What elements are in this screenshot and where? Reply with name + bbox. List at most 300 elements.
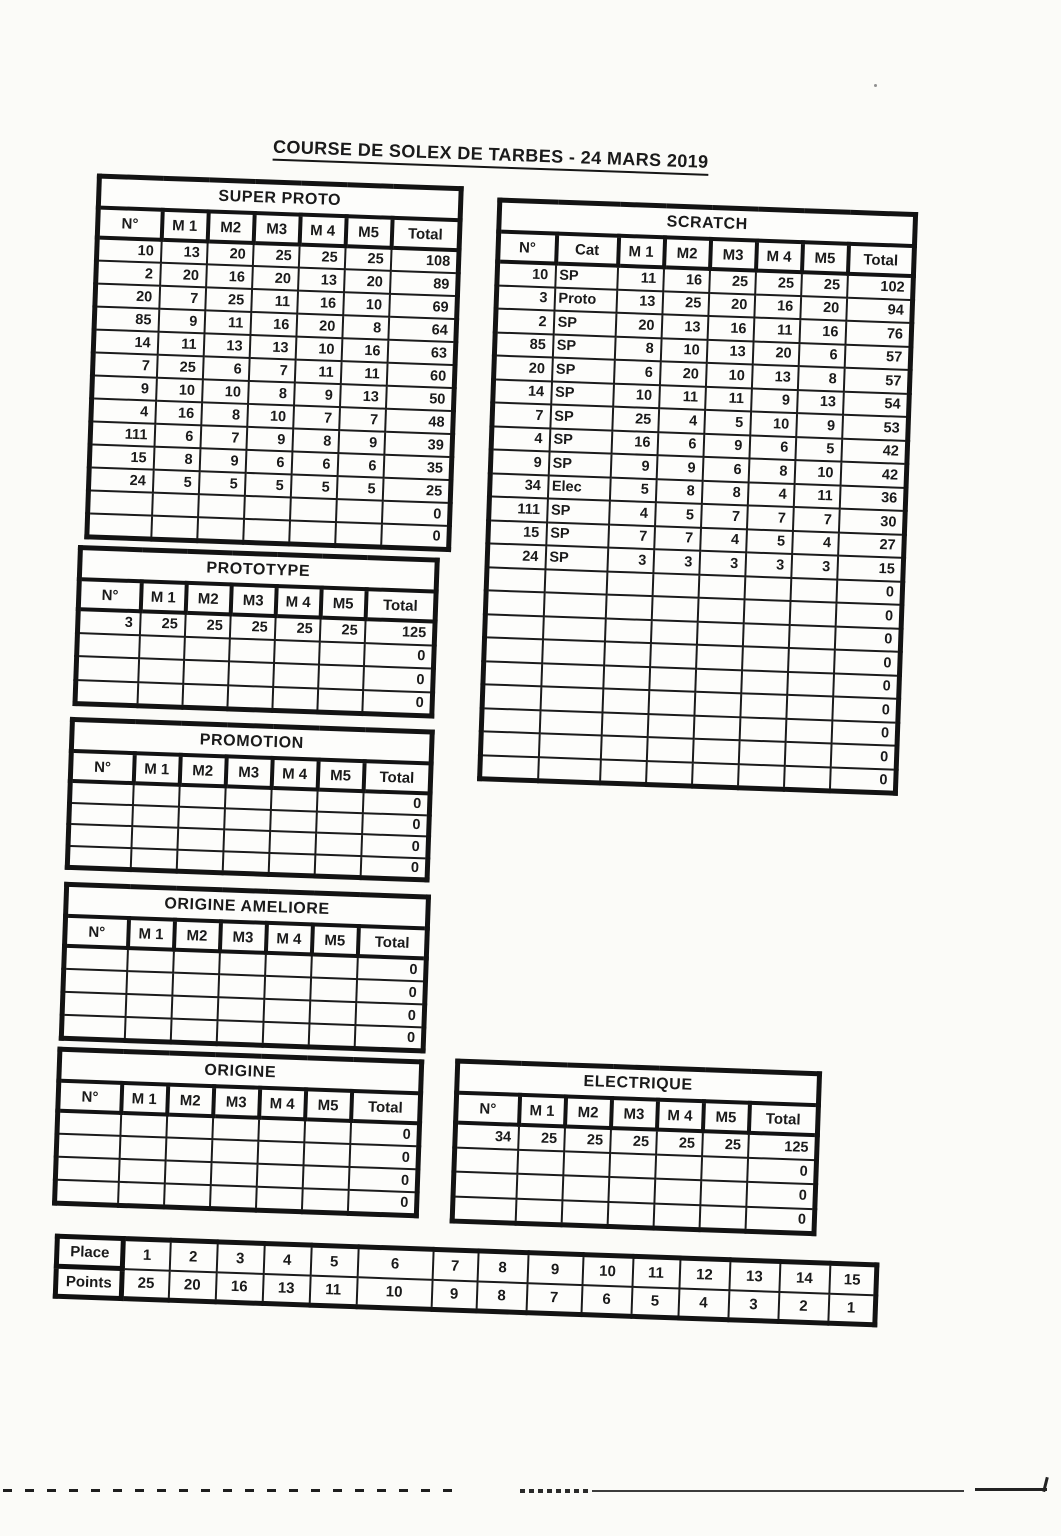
- column-header: N°: [97, 208, 162, 240]
- table-cell: [693, 715, 740, 740]
- points-cell: 7: [526, 1283, 582, 1315]
- table-cell: [166, 1114, 213, 1139]
- points-cell: 8: [477, 1251, 528, 1283]
- table-cell: [314, 854, 361, 877]
- table-cell: 11: [705, 386, 752, 411]
- table-cell: [67, 845, 131, 869]
- table-cell: [270, 809, 317, 832]
- table-cell: 13: [751, 364, 798, 389]
- table-cell: 0: [363, 643, 434, 669]
- table-cell: 25: [612, 407, 659, 432]
- table-cell: [480, 731, 539, 757]
- table-cell: [309, 1000, 356, 1025]
- table-cell: [515, 1198, 562, 1224]
- table-cell: [308, 1023, 355, 1048]
- table-cell: 5: [198, 471, 245, 496]
- table-cell: [163, 1183, 210, 1208]
- table-cell: [126, 971, 173, 996]
- table-cell: 16: [663, 267, 710, 292]
- table-cell: 25: [709, 269, 756, 294]
- table-cell: 8: [797, 366, 844, 391]
- column-header: M5: [801, 242, 848, 274]
- column-header: M 4: [756, 241, 803, 273]
- points-row-label: Points: [55, 1266, 122, 1298]
- table-cell: 42: [841, 438, 908, 464]
- table-cell: 25: [656, 1130, 703, 1156]
- table-cell: [127, 948, 174, 973]
- table-cell: 8: [614, 336, 661, 361]
- table-cell: 13: [797, 390, 844, 415]
- table-cell: [454, 1147, 518, 1174]
- table-cell: [603, 665, 650, 690]
- table-cell: [783, 765, 830, 790]
- points-cell: 15: [829, 1263, 877, 1295]
- table-cell: [604, 618, 651, 643]
- table-cell: [262, 1022, 309, 1047]
- table-title: PROTOTYPE: [79, 548, 437, 592]
- table-cell: [600, 759, 647, 784]
- table-cell: 9: [199, 448, 246, 473]
- table-cell: 9: [246, 427, 293, 452]
- scan-artifact-line: [3, 1489, 458, 1492]
- table-cell: SP: [546, 522, 609, 548]
- results-table: [52, 1047, 424, 1218]
- column-header: M3: [253, 213, 300, 245]
- table-cell: 63: [387, 340, 456, 365]
- table-cell: [217, 997, 264, 1022]
- points-row-label: Place: [56, 1236, 123, 1268]
- table-cell: 0: [833, 673, 900, 699]
- table-cell: 4: [700, 527, 747, 552]
- table-cell: 11: [157, 332, 204, 357]
- column-header: Total: [748, 1103, 818, 1135]
- table-cell: 7: [492, 402, 551, 428]
- table-cell: [485, 614, 544, 640]
- table-cell: [55, 1157, 119, 1182]
- points-cell: 5: [631, 1286, 679, 1318]
- table-cell: [120, 1113, 167, 1138]
- table-cell: [453, 1172, 517, 1199]
- table-cell: 3: [745, 552, 792, 577]
- table-cell: [483, 661, 542, 687]
- table-cell: 0: [349, 1144, 419, 1169]
- column-header: M 1: [618, 236, 665, 268]
- table-cell: 20: [708, 292, 755, 317]
- results-table: [477, 197, 918, 795]
- table-cell: [137, 682, 183, 707]
- table-cell: 3: [653, 549, 700, 574]
- column-header: M 1: [121, 1083, 168, 1115]
- table-cell: 0: [356, 979, 426, 1004]
- table-cell: 8: [292, 428, 339, 453]
- table-cell: [302, 1165, 349, 1190]
- table-cell: 10: [750, 411, 797, 436]
- table-cell: 0: [830, 743, 897, 769]
- column-header: M 4: [275, 586, 321, 618]
- table-cell: [164, 1160, 211, 1185]
- points-cell: 9: [431, 1279, 477, 1311]
- table-cell: 0: [355, 1002, 425, 1027]
- table-cell: [517, 1149, 564, 1175]
- table-title: SCRATCH: [499, 200, 916, 246]
- table-cell: 11: [294, 360, 341, 385]
- table-cell: [654, 1179, 701, 1205]
- table-cell: 9: [656, 455, 703, 480]
- table-cell: 89: [389, 271, 458, 296]
- results-table: [72, 545, 439, 718]
- results-table: [65, 717, 435, 882]
- table-cell: [315, 833, 362, 856]
- table-cell: [650, 620, 697, 645]
- table-cell: [88, 490, 153, 515]
- promotion-table: [65, 717, 430, 882]
- table-cell: [311, 954, 358, 979]
- points-cell: 13: [729, 1260, 780, 1292]
- column-header: Total: [391, 218, 460, 250]
- table-cell: 16: [707, 316, 754, 341]
- super-proto-table: [84, 173, 459, 551]
- table-cell: [605, 595, 652, 620]
- table-cell: 6: [749, 435, 796, 460]
- table-cell: 6: [202, 356, 249, 381]
- table-cell: 4: [658, 408, 705, 433]
- page-title: COURSE DE SOLEX DE TARBES - 24 MARS 2019: [273, 137, 709, 176]
- points-scale-table: [53, 1234, 875, 1328]
- table-cell: SP: [551, 381, 614, 407]
- table-cell: [699, 1205, 746, 1231]
- table-cell: [652, 573, 699, 598]
- table-cell: [480, 755, 539, 781]
- table-cell: 20: [344, 269, 391, 294]
- table-cell: [64, 946, 128, 971]
- table-cell: 39: [384, 432, 453, 457]
- table-cell: 6: [798, 343, 845, 368]
- table-cell: 102: [847, 274, 914, 300]
- points-cell: 3: [728, 1290, 779, 1322]
- table-cell: 35: [383, 455, 452, 480]
- table-cell: 20: [615, 313, 662, 338]
- origine-table: [52, 1047, 419, 1218]
- table-cell: 9: [92, 375, 157, 400]
- table-cell: [484, 637, 543, 663]
- table-cell: 20: [752, 341, 799, 366]
- table-cell: 25: [184, 613, 230, 638]
- table-cell: [256, 1164, 303, 1189]
- table-cell: 6: [291, 451, 338, 476]
- table-cell: [138, 658, 184, 683]
- table-title: ORIGINE: [59, 1049, 422, 1093]
- table-cell: 5: [290, 474, 337, 499]
- table-cell: 0: [357, 956, 427, 981]
- column-header: M 4: [259, 1088, 306, 1120]
- table-cell: 7: [792, 507, 839, 532]
- points-cell: 2: [778, 1291, 829, 1323]
- table-cell: 7: [746, 505, 793, 530]
- table-cell: 25: [564, 1126, 611, 1152]
- table-cell: 20: [296, 314, 343, 339]
- table-cell: 36: [839, 485, 906, 511]
- table-cell: 7: [654, 526, 701, 551]
- table-cell: 13: [160, 240, 207, 265]
- table-cell: [87, 513, 152, 538]
- table-cell: [182, 683, 228, 708]
- column-header: M2: [179, 755, 226, 787]
- table-cell: 7: [200, 425, 247, 450]
- table-cell: [538, 733, 601, 759]
- table-cell: [696, 645, 743, 670]
- table-cell: [317, 688, 363, 713]
- table-cell: 4: [609, 501, 656, 526]
- column-header: M2: [173, 920, 220, 952]
- table-cell: [647, 714, 694, 739]
- column-header: M2: [167, 1085, 214, 1117]
- table-cell: 11: [251, 289, 298, 314]
- table-cell: [171, 996, 218, 1021]
- table-cell: 20: [800, 296, 847, 321]
- column-header: M5: [320, 588, 366, 620]
- table-cell: 53: [842, 415, 909, 441]
- column-header: M2: [565, 1096, 612, 1128]
- table-cell: [742, 623, 789, 648]
- points-cell: 10: [356, 1277, 432, 1310]
- table-cell: 54: [843, 391, 910, 417]
- table-cell: Proto: [554, 287, 617, 313]
- table-cell: 8: [248, 381, 295, 406]
- table-cell: 0: [381, 501, 450, 526]
- table-title: SUPER PROTO: [98, 176, 461, 220]
- table-cell: [692, 739, 739, 764]
- table-cell: 13: [298, 268, 345, 293]
- table-cell: 57: [844, 344, 911, 370]
- column-header: Total: [365, 589, 436, 621]
- table-cell: [741, 670, 788, 695]
- table-cell: 7: [92, 352, 157, 377]
- column-header: M3: [213, 1086, 260, 1118]
- table-cell: [176, 849, 223, 872]
- table-cell: [61, 1015, 125, 1040]
- column-header: N°: [70, 751, 134, 783]
- table-cell: 125: [364, 619, 435, 645]
- table-cell: [244, 496, 291, 521]
- table-cell: [133, 783, 180, 806]
- table-cell: 3: [791, 554, 838, 579]
- table-cell: 8: [342, 315, 389, 340]
- scan-artifact-line: [520, 1489, 588, 1493]
- table-cell: [740, 693, 787, 718]
- table-cell: [224, 808, 271, 831]
- points-cell: 8: [476, 1281, 527, 1313]
- table-cell: 6: [657, 432, 704, 457]
- table-cell: [788, 624, 835, 649]
- table-cell: 25: [229, 614, 275, 639]
- table-cell: [224, 786, 271, 809]
- table-cell: [183, 660, 229, 685]
- table-cell: 4: [747, 482, 794, 507]
- points-cell: 11: [632, 1256, 680, 1288]
- table-cell: 30: [838, 509, 905, 535]
- table-cell: 6: [702, 457, 749, 482]
- table-cell: 6: [337, 453, 384, 478]
- table-cell: [482, 684, 541, 710]
- table-cell: [602, 688, 649, 713]
- column-header: M3: [611, 1098, 658, 1130]
- points-cell: 1: [828, 1293, 876, 1325]
- table-cell: [264, 976, 311, 1001]
- table-cell: 125: [748, 1133, 818, 1160]
- column-header: M 1: [519, 1095, 566, 1127]
- table-cell: [335, 499, 382, 524]
- table-cell: 5: [795, 437, 842, 462]
- table-cell: 0: [362, 791, 430, 815]
- table-cell: [178, 806, 225, 829]
- table-cell: [310, 977, 357, 1002]
- table-cell: 10: [156, 378, 203, 403]
- table-cell: 27: [838, 532, 905, 558]
- table-cell: [742, 646, 789, 671]
- column-header: M 4: [271, 758, 318, 790]
- table-cell: 20: [252, 266, 299, 291]
- table-cell: 3: [607, 548, 654, 573]
- table-cell: 7: [293, 405, 340, 430]
- table-cell: [178, 785, 225, 808]
- table-cell: [227, 685, 273, 710]
- table-cell: 14: [493, 379, 552, 405]
- table-cell: 16: [297, 291, 344, 316]
- table-cell: 10: [96, 238, 161, 263]
- table-cell: [209, 1185, 256, 1210]
- table-cell: 15: [488, 520, 547, 546]
- table-cell: 20: [95, 284, 160, 309]
- points-cell: 9: [527, 1253, 583, 1285]
- table-cell: 8: [655, 479, 702, 504]
- table-cell: 25: [518, 1125, 565, 1151]
- table-cell: [540, 686, 603, 712]
- column-header: M 4: [299, 215, 346, 247]
- table-cell: 108: [390, 248, 459, 273]
- table-cell: [601, 712, 648, 737]
- table-cell: 11: [340, 361, 387, 386]
- table-cell: 0: [362, 690, 433, 716]
- table-cell: [118, 1182, 165, 1207]
- table-cell: [222, 851, 269, 874]
- table-cell: 25: [382, 478, 451, 503]
- table-cell: [218, 974, 265, 999]
- table-cell: 9: [703, 433, 750, 458]
- table-cell: [211, 1139, 258, 1164]
- table-cell: [219, 951, 266, 976]
- table-cell: [173, 950, 220, 975]
- table-cell: 0: [834, 626, 901, 652]
- table-cell: [649, 667, 696, 692]
- table-cell: [481, 708, 540, 734]
- table-cell: [258, 1118, 305, 1143]
- table-cell: SP: [555, 264, 618, 290]
- table-cell: 11: [793, 484, 840, 509]
- table-cell: 9: [751, 388, 798, 413]
- table-cell: 0: [350, 1121, 420, 1146]
- table-cell: [255, 1187, 302, 1212]
- table-cell: 6: [245, 450, 292, 475]
- table-cell: 24: [487, 543, 546, 569]
- table-cell: SP: [549, 428, 612, 454]
- table-cell: 0: [354, 1025, 424, 1050]
- table-cell: 9: [610, 454, 657, 479]
- table-cell: [563, 1151, 610, 1177]
- table-cell: [172, 973, 219, 998]
- points-cell: 12: [679, 1258, 730, 1290]
- table-cell: 16: [155, 401, 202, 426]
- table-cell: [125, 994, 172, 1019]
- points-cell: 11: [309, 1275, 357, 1307]
- table-cell: 69: [389, 294, 458, 319]
- table-cell: [273, 663, 319, 688]
- table-cell: [124, 1017, 171, 1042]
- table-cell: 4: [91, 398, 156, 423]
- table-cell: [604, 641, 651, 666]
- column-header: M3: [230, 584, 276, 616]
- table-cell: [318, 665, 364, 690]
- table-cell: [303, 1142, 350, 1167]
- table-cell: 2: [96, 261, 161, 286]
- table-cell: 16: [799, 319, 846, 344]
- table-cell: 6: [154, 424, 201, 449]
- table-cell: SP: [553, 311, 616, 337]
- table-cell: [56, 1134, 120, 1159]
- table-cell: 111: [489, 496, 548, 522]
- table-cell: [68, 824, 132, 848]
- table-cell: [787, 671, 834, 696]
- table-cell: [700, 1180, 747, 1206]
- table-cell: [646, 737, 693, 762]
- table-cell: 0: [348, 1167, 418, 1192]
- table-cell: SP: [548, 451, 611, 477]
- table-cell: 25: [801, 272, 848, 297]
- table-cell: [119, 1136, 166, 1161]
- table-cell: 20: [160, 263, 207, 288]
- table-cell: 16: [341, 338, 388, 363]
- table-cell: 11: [617, 266, 664, 291]
- table-cell: 94: [846, 297, 913, 323]
- table-cell: 25: [205, 287, 252, 312]
- table-cell: [655, 1154, 702, 1180]
- table-cell: [486, 567, 545, 593]
- points-cell: 5: [310, 1245, 358, 1277]
- table-cell: [607, 1201, 654, 1227]
- table-cell: [600, 735, 647, 760]
- table-cell: [223, 829, 270, 852]
- column-header: M 1: [133, 753, 180, 785]
- column-header: M2: [664, 237, 711, 269]
- table-cell: 5: [746, 529, 793, 554]
- table-cell: [184, 636, 230, 661]
- origine-ameliore-table: [59, 882, 426, 1053]
- table-cell: 7: [701, 504, 748, 529]
- table-cell: [270, 788, 317, 811]
- table-cell: 8: [153, 447, 200, 472]
- table-cell: [543, 616, 606, 642]
- table-cell: 10: [613, 383, 660, 408]
- table-cell: 10: [247, 404, 294, 429]
- table-cell: [131, 826, 178, 849]
- table-cell: [785, 718, 832, 743]
- table-cell: 0: [360, 856, 428, 880]
- table-cell: 13: [706, 339, 753, 364]
- table-cell: [269, 831, 316, 854]
- table-cell: [543, 592, 606, 618]
- column-header: Cat: [556, 234, 619, 266]
- table-cell: [69, 802, 133, 826]
- table-cell: 0: [832, 696, 899, 722]
